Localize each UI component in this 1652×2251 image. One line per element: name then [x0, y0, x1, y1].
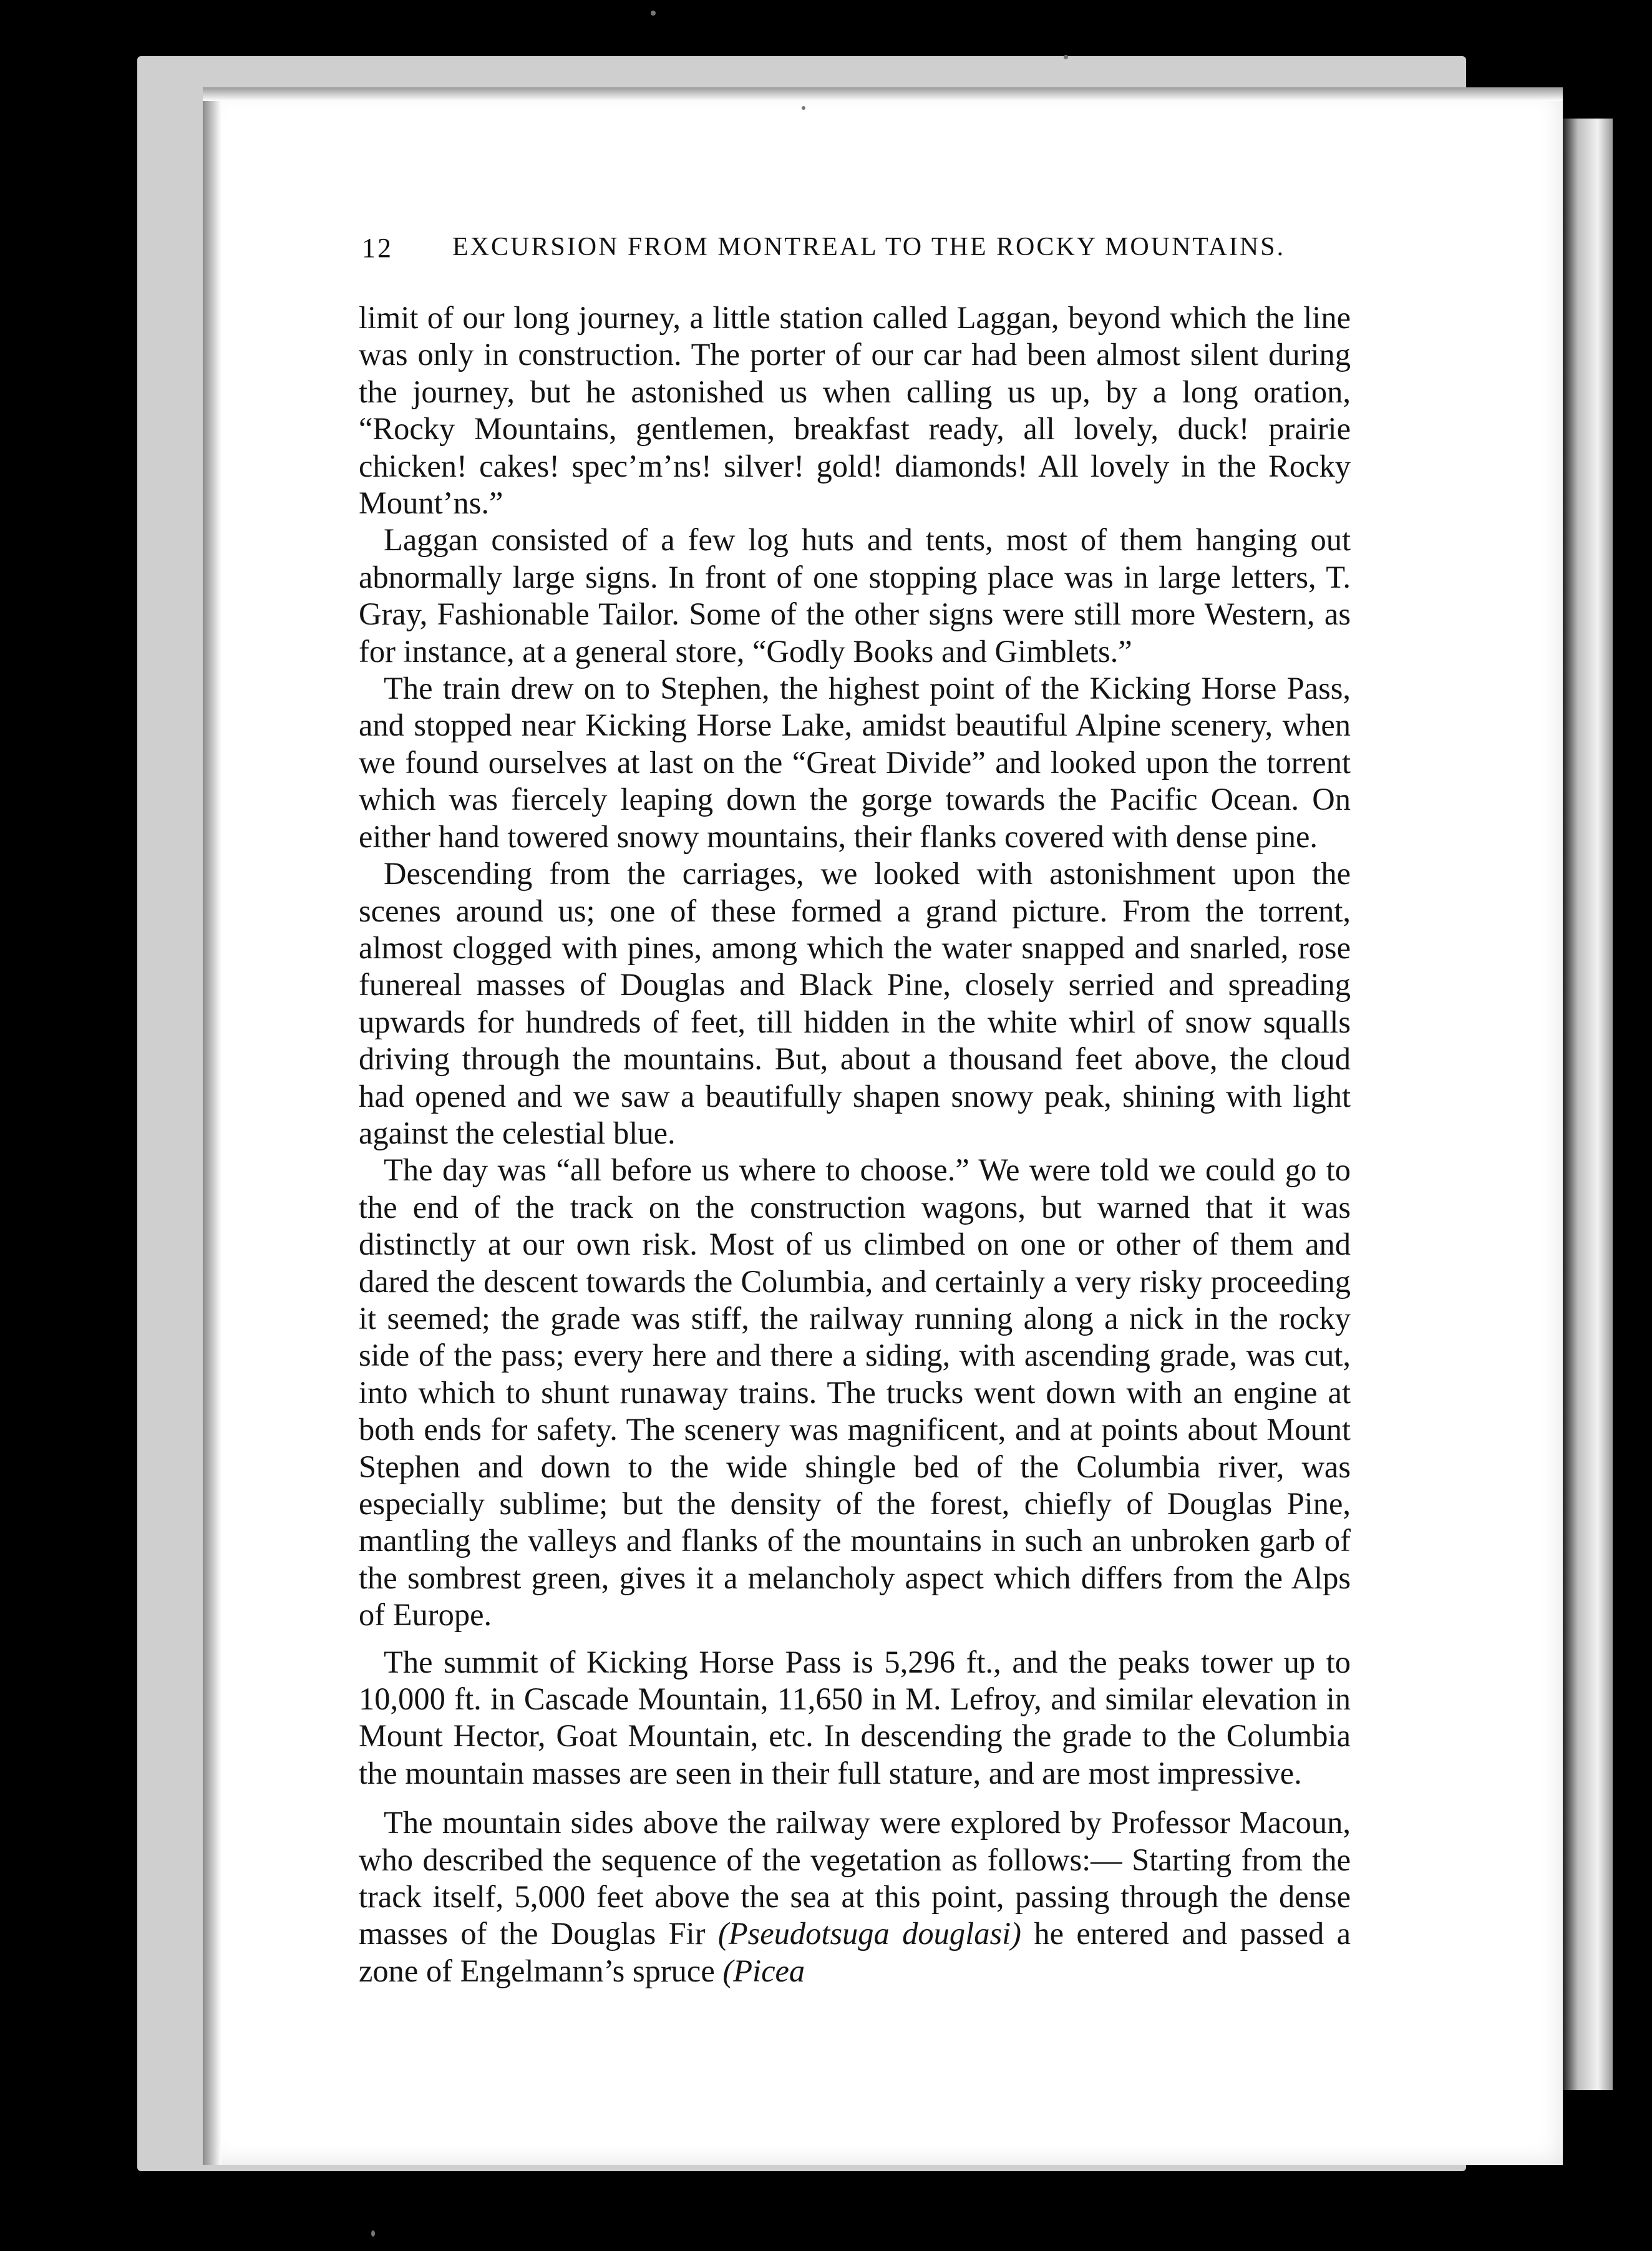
paragraph-6: The summit of Kicking Horse Pass is 5,296 ft., and the peaks tower up to 10,000 ft. in Cascade Mountain, 11,650 in M. Lefroy, and similar elevation in Mount Hector, Goat Mountain, etc. In descending the grade to the Columbia the mountain masses are seen in their full stature, and are most impressive. [359, 1644, 1351, 1791]
dust-speck [802, 106, 805, 110]
next-page-edge [1563, 119, 1613, 2090]
paragraph-7-text-b: he entered and passed a zone of Engelmann’s spruce [359, 1916, 1351, 1988]
paragraph-7-text-a: The mountain sides above the railway were explored by Professor Macoun, who described the sequence of the vegetation as follows:— Starting from the track itself, 5,000 feet above the sea at this point, passing through the dense masses of the Douglas Fir [359, 1805, 1351, 1952]
paragraph-1: limit of our long journey, a little station called Laggan, beyond which the line was only in construction. The porter of our car had been almost silent during the journey, but he astonished us when calling us up, by a long oration, “Rocky Mountains, gentlemen, breakfast ready, all lovely, duck! prairie chicken! cakes! spec’m’ns! silver! gold! diamonds! All lovely in the Rocky Mount’ns.” [359, 300, 1351, 521]
page-gutter-shadow [203, 87, 221, 2165]
page-top-shadow [203, 87, 1563, 101]
running-header [362, 232, 1335, 276]
dust-speck [1064, 55, 1068, 59]
paragraph-5: The day was “all before us where to choose.” We were told we could go to the end of the track on the construction wagons, but warned that it was distinctly at our own risk. Most of us climbed on one or other of them and dared the descent towards the Columbia, and certainly a very risky proceeding it seemed; the grade was stiff, the railway running along a nick in the rocky side of the pass; every here and there a siding, with ascending grade, was cut, into which to shunt runaway trains. The trucks went down with an engine at both ends for safety. The scenery was magnificent, and at points about Mount Stephen and down to the wide shingle bed of the Columbia river, was especially sublime; but the density of the forest, chiefly of Douglas Pine, mantling the valleys and flanks of the mountains in such an unbroken garb of the sombrest green, gives it a melancholy aspect which differs from the Alps of Europe. [359, 1152, 1351, 1633]
paragraph-7-italic-a: (Pseudotsuga douglasi) [717, 1916, 1021, 1952]
paragraph-7-italic-b: (Picea [722, 1953, 805, 1988]
dust-speck [371, 2230, 375, 2237]
paragraph-7 [359, 1804, 1351, 1990]
running-head-title: EXCURSION FROM MONTREAL TO THE ROCKY MOUNTAINS. [452, 233, 1286, 261]
paragraph-2: Laggan consisted of a few log huts and tents, most of them hanging out abnormally large signs. In front of one stopping place was in large letters, T. Gray, Fashionable Tailor. Some of the other signs were still more Western, as for instance, at a general store, “Godly Books and Gimblets.” [359, 522, 1351, 669]
paragraph-3: The train drew on to Stephen, the highest point of the Kicking Horse Pass, and stopped near Kicking Horse Lake, amidst beautiful Alpine scenery, when we found ourselves at last on the “Great Divide” and looked upon the torrent which was fiercely leaping down the gorge towards the Pacific Ocean. On either hand towered snowy mountains, their flanks covered with dense pine. [359, 671, 1351, 854]
page-number: 12 [362, 233, 393, 263]
dust-speck [651, 11, 656, 16]
page-body [359, 299, 1351, 1990]
paragraph-4: Descending from the carriages, we looked with astonishment upon the scenes around us; one of these formed a grand picture. From the torrent, almost clogged with pines, among which the water snapped and snarled, rose funereal masses of Douglas and Black Pine, closely serried and spreading upwards for hundreds of feet, till hidden in the white whirl of snow squalls driving through the mountains. But, about a thousand feet above, the cloud had opened and we saw a beautifully shapen snowy peak, shining with light against the celestial blue. [359, 856, 1351, 1150]
